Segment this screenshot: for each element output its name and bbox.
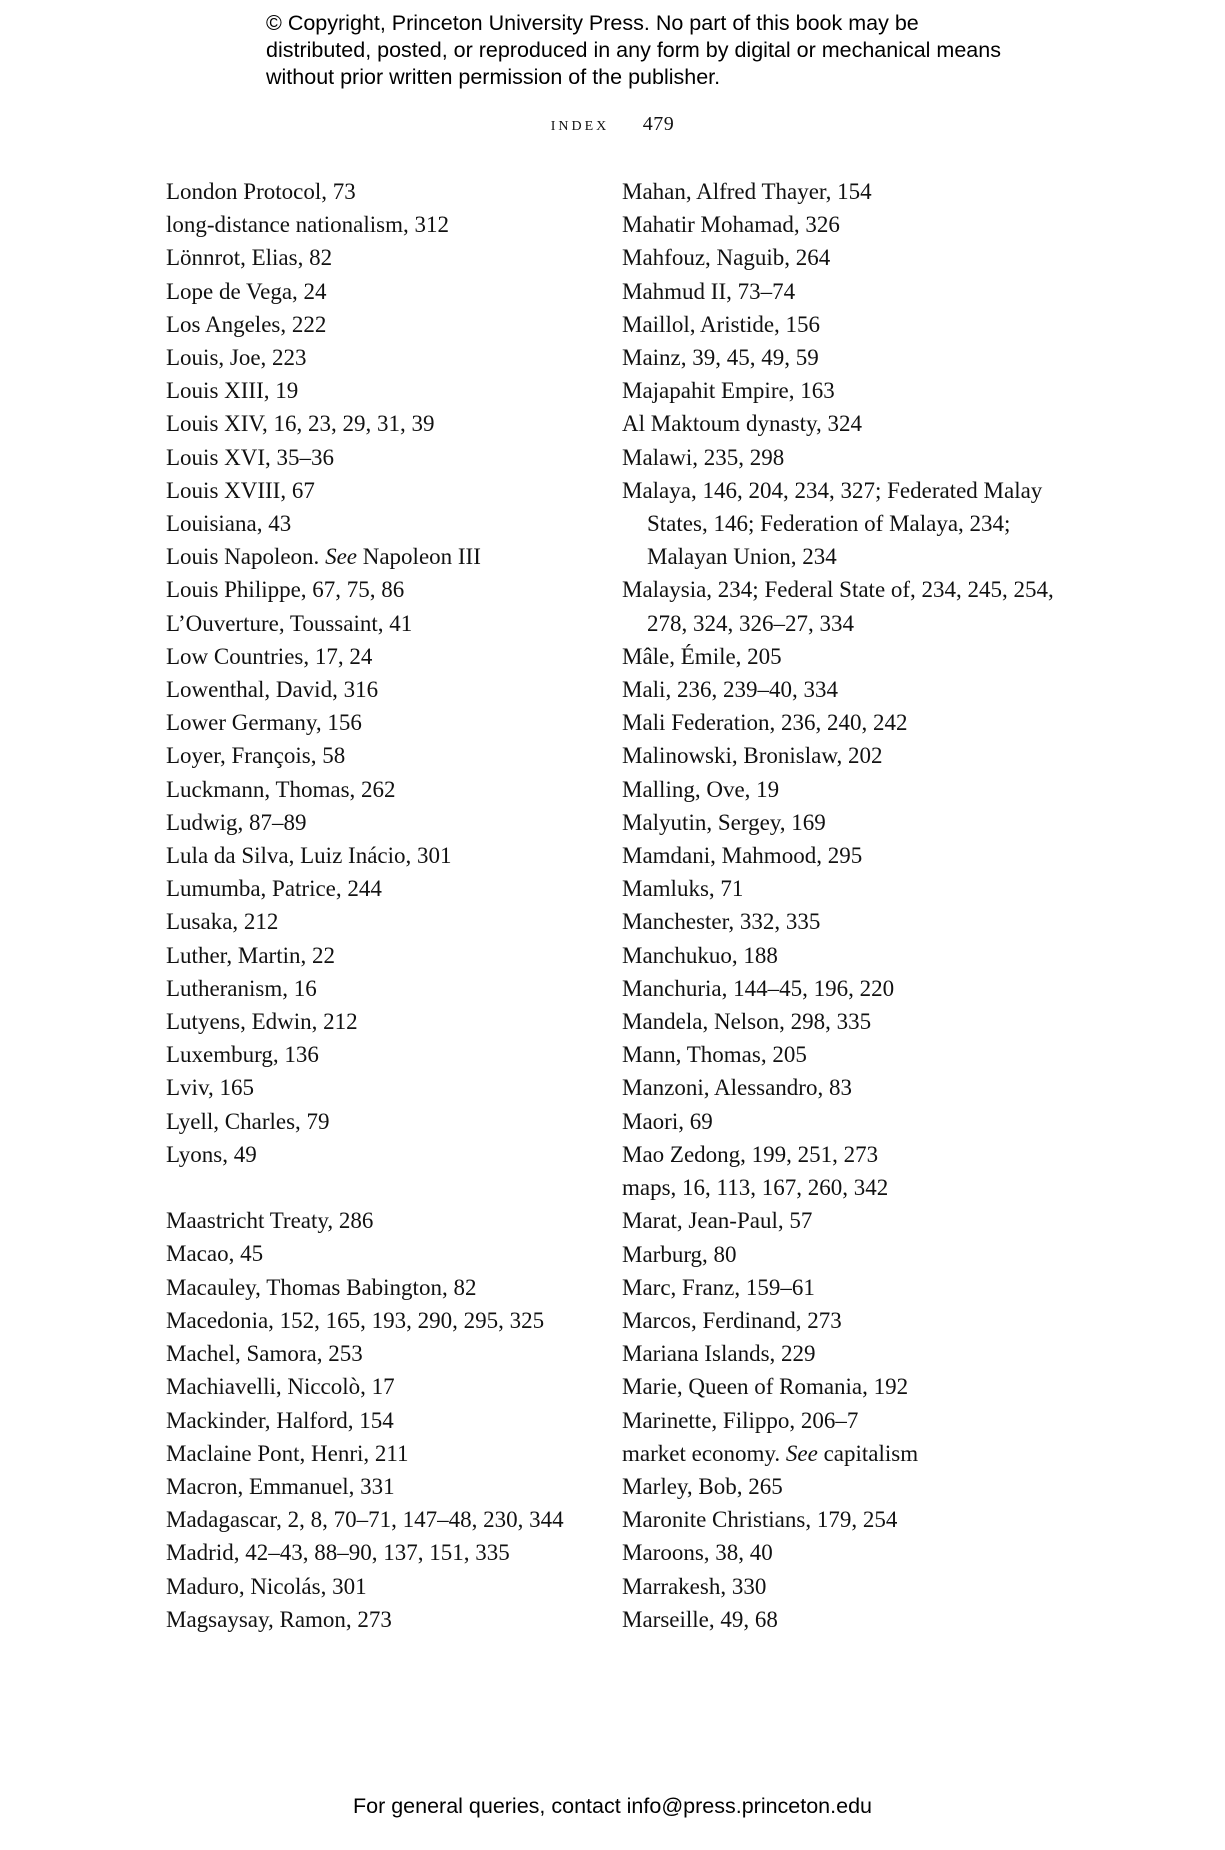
index-entry: Malawi, 235, 298 xyxy=(622,444,785,470)
index-entry: Mahatir Mohamad, 326 xyxy=(622,212,840,238)
index-entry: Mackinder, Halford, 154 xyxy=(166,1407,394,1433)
index-entry: Louisiana, 43 xyxy=(166,511,292,537)
index-entry: Mainz, 39, 45, 49, 59 xyxy=(622,345,819,371)
index-entry: Madrid, 42–43, 88–90, 137, 151, 335 xyxy=(166,1540,510,1566)
index-entry: Louis, Joe, 223 xyxy=(166,345,307,371)
index-entry: Mariana Islands, 229 xyxy=(622,1341,816,1367)
page-number: 479 xyxy=(642,113,675,135)
index-entry: Louis XVI, 35–36 xyxy=(166,444,335,470)
index-entry: long-distance nationalism, 312 xyxy=(166,212,449,238)
index-entry: Maronite Christians, 179, 254 xyxy=(622,1507,898,1533)
index-entry: Maroons, 38, 40 xyxy=(622,1540,773,1566)
index-entry: Marinette, Filippo, 206–7 xyxy=(622,1407,859,1433)
index-entry: Mâle, Émile, 205 xyxy=(622,643,782,669)
index-entry: Al Maktoum dynasty, 324 xyxy=(622,411,862,437)
index-entry: market economy. See capitalism xyxy=(622,1440,919,1466)
index-entry: Louis XIII, 19 xyxy=(166,378,299,404)
index-entry: Loyer, François, 58 xyxy=(166,743,346,769)
index-entry: Lula da Silva, Luiz Inácio, 301 xyxy=(166,843,452,869)
index-entry: Mahmud II, 73–74 xyxy=(622,278,796,304)
index-entry: Lviv, 165 xyxy=(166,1075,254,1101)
index-entry: Marburg, 80 xyxy=(622,1241,737,1267)
index-entry: Lyons, 49 xyxy=(166,1141,257,1167)
index-entry: Los Angeles, 222 xyxy=(166,311,327,337)
index-entry: Luckmann, Thomas, 262 xyxy=(166,776,396,802)
index-entry: Mali, 236, 239–40, 334 xyxy=(622,677,838,703)
index-entry: Lumumba, Patrice, 244 xyxy=(166,876,382,902)
index-entry: Marc, Franz, 159–61 xyxy=(622,1274,815,1300)
letter-section-gap xyxy=(166,1171,586,1204)
index-entry: Manchester, 332, 335 xyxy=(622,909,821,935)
index-entry: Marcos, Ferdinand, 273 xyxy=(622,1307,842,1333)
index-entry: Marie, Queen of Romania, 192 xyxy=(622,1374,909,1400)
index-entry: Louis XVIII, 67 xyxy=(166,477,315,503)
index-entry: Malling, Ove, 19 xyxy=(622,776,780,802)
index-entry: Lönnrot, Elias, 82 xyxy=(166,245,333,271)
index-entry: Maillol, Aristide, 156 xyxy=(622,311,821,337)
index-entry: Louis XIV, 16, 23, 29, 31, 39 xyxy=(166,411,435,437)
index-entry: Malinowski, Bronislaw, 202 xyxy=(622,743,883,769)
index-entry: London Protocol, 73 xyxy=(166,179,356,204)
index-entry: Macedonia, 152, 165, 193, 290, 295, 325 xyxy=(166,1307,545,1333)
index-entry: L’Ouverture, Toussaint, 41 xyxy=(166,610,413,636)
index-entry: Lower Germany, 156 xyxy=(166,710,362,736)
index-entry: Marat, Jean-Paul, 57 xyxy=(622,1208,813,1234)
index-entry: Mahan, Alfred Thayer, 154 xyxy=(622,179,872,204)
index-entry: Mamluks, 71 xyxy=(622,876,744,902)
index-entry: Mao Zedong, 199, 251, 273 xyxy=(622,1141,879,1167)
index-entry: Mahfouz, Naguib, 264 xyxy=(622,245,831,271)
index-entry: Madagascar, 2, 8, 70–71, 147–48, 230, 344 xyxy=(166,1507,564,1533)
index-entry: Luther, Martin, 22 xyxy=(166,942,335,968)
index-entry: Mann, Thomas, 205 xyxy=(622,1042,807,1068)
index-entry: Maclaine Pont, Henri, 211 xyxy=(166,1440,409,1466)
index-entry: Lope de Vega, 24 xyxy=(166,278,327,304)
index-entry: Macao, 45 xyxy=(166,1241,264,1267)
index-entry: Malaysia, 234; Federal State of, 234, 245, 254, 278, 324, 326–27, 334 xyxy=(622,577,1054,636)
index-entry: Lyell, Charles, 79 xyxy=(166,1108,330,1134)
index-entry: Magsaysay, Ramon, 273 xyxy=(166,1606,392,1632)
index-entry: Louis Napoleon. See Napoleon III xyxy=(166,544,481,570)
index-entry: Mandela, Nelson, 298, 335 xyxy=(622,1009,872,1035)
index-entry: Malaya, 146, 204, 234, 327; Federated Malay States, 146; Federation of Malaya, 234; Malayan Union, 234 xyxy=(622,477,1043,570)
index-entry: Majapahit Empire, 163 xyxy=(622,378,835,404)
index-entry: Lowenthal, David, 316 xyxy=(166,677,379,703)
index-entry: maps, 16, 113, 167, 260, 342 xyxy=(622,1175,889,1201)
index-entry: Manchuria, 144–45, 196, 220 xyxy=(622,975,895,1001)
footer-contact: For general queries, contact info@press.princeton.edu xyxy=(352,1794,872,1818)
index-entry: Machel, Samora, 253 xyxy=(166,1341,363,1367)
index-entry: Maduro, Nicolás, 301 xyxy=(166,1573,367,1599)
index-entry: Lutyens, Edwin, 212 xyxy=(166,1009,358,1035)
index-entry: Marrakesh, 330 xyxy=(622,1573,767,1599)
index-entry: Marseille, 49, 68 xyxy=(622,1606,778,1632)
index-column-right xyxy=(622,175,1062,1636)
running-head xyxy=(0,113,1225,136)
index-entry: Marley, Bob, 265 xyxy=(622,1473,783,1499)
index-entry: Macron, Emmanuel, 331 xyxy=(166,1473,395,1499)
copyright-notice: © Copyright, Princeton University Press. No part of this book may be distributed, posted, or reproduced in any form by digital or mechanical means without prior written permission of the publisher. xyxy=(266,11,1001,89)
index-entry: Macauley, Thomas Babington, 82 xyxy=(166,1274,477,1300)
index-entry: Louis Philippe, 67, 75, 86 xyxy=(166,577,405,603)
index-entry: Luxemburg, 136 xyxy=(166,1042,319,1068)
index-entry: Manzoni, Alessandro, 83 xyxy=(622,1075,852,1101)
index-entry: Lutheranism, 16 xyxy=(166,975,317,1001)
index-entry: Manchukuo, 188 xyxy=(622,942,778,968)
index-entry: Lusaka, 212 xyxy=(166,909,279,935)
index-column-left xyxy=(166,175,586,1636)
index-entry: Machiavelli, Niccolò, 17 xyxy=(166,1374,395,1400)
index-entry: Ludwig, 87–89 xyxy=(166,809,307,835)
index-entry: Malyutin, Sergey, 169 xyxy=(622,809,826,835)
index-entry: Maori, 69 xyxy=(622,1108,713,1134)
index-entry: Maastricht Treaty, 286 xyxy=(166,1208,374,1234)
running-head-label: index xyxy=(550,113,610,135)
index-entry: Mamdani, Mahmood, 295 xyxy=(622,843,863,869)
index-entry: Low Countries, 17, 24 xyxy=(166,643,373,669)
index-entry: Mali Federation, 236, 240, 242 xyxy=(622,710,908,736)
